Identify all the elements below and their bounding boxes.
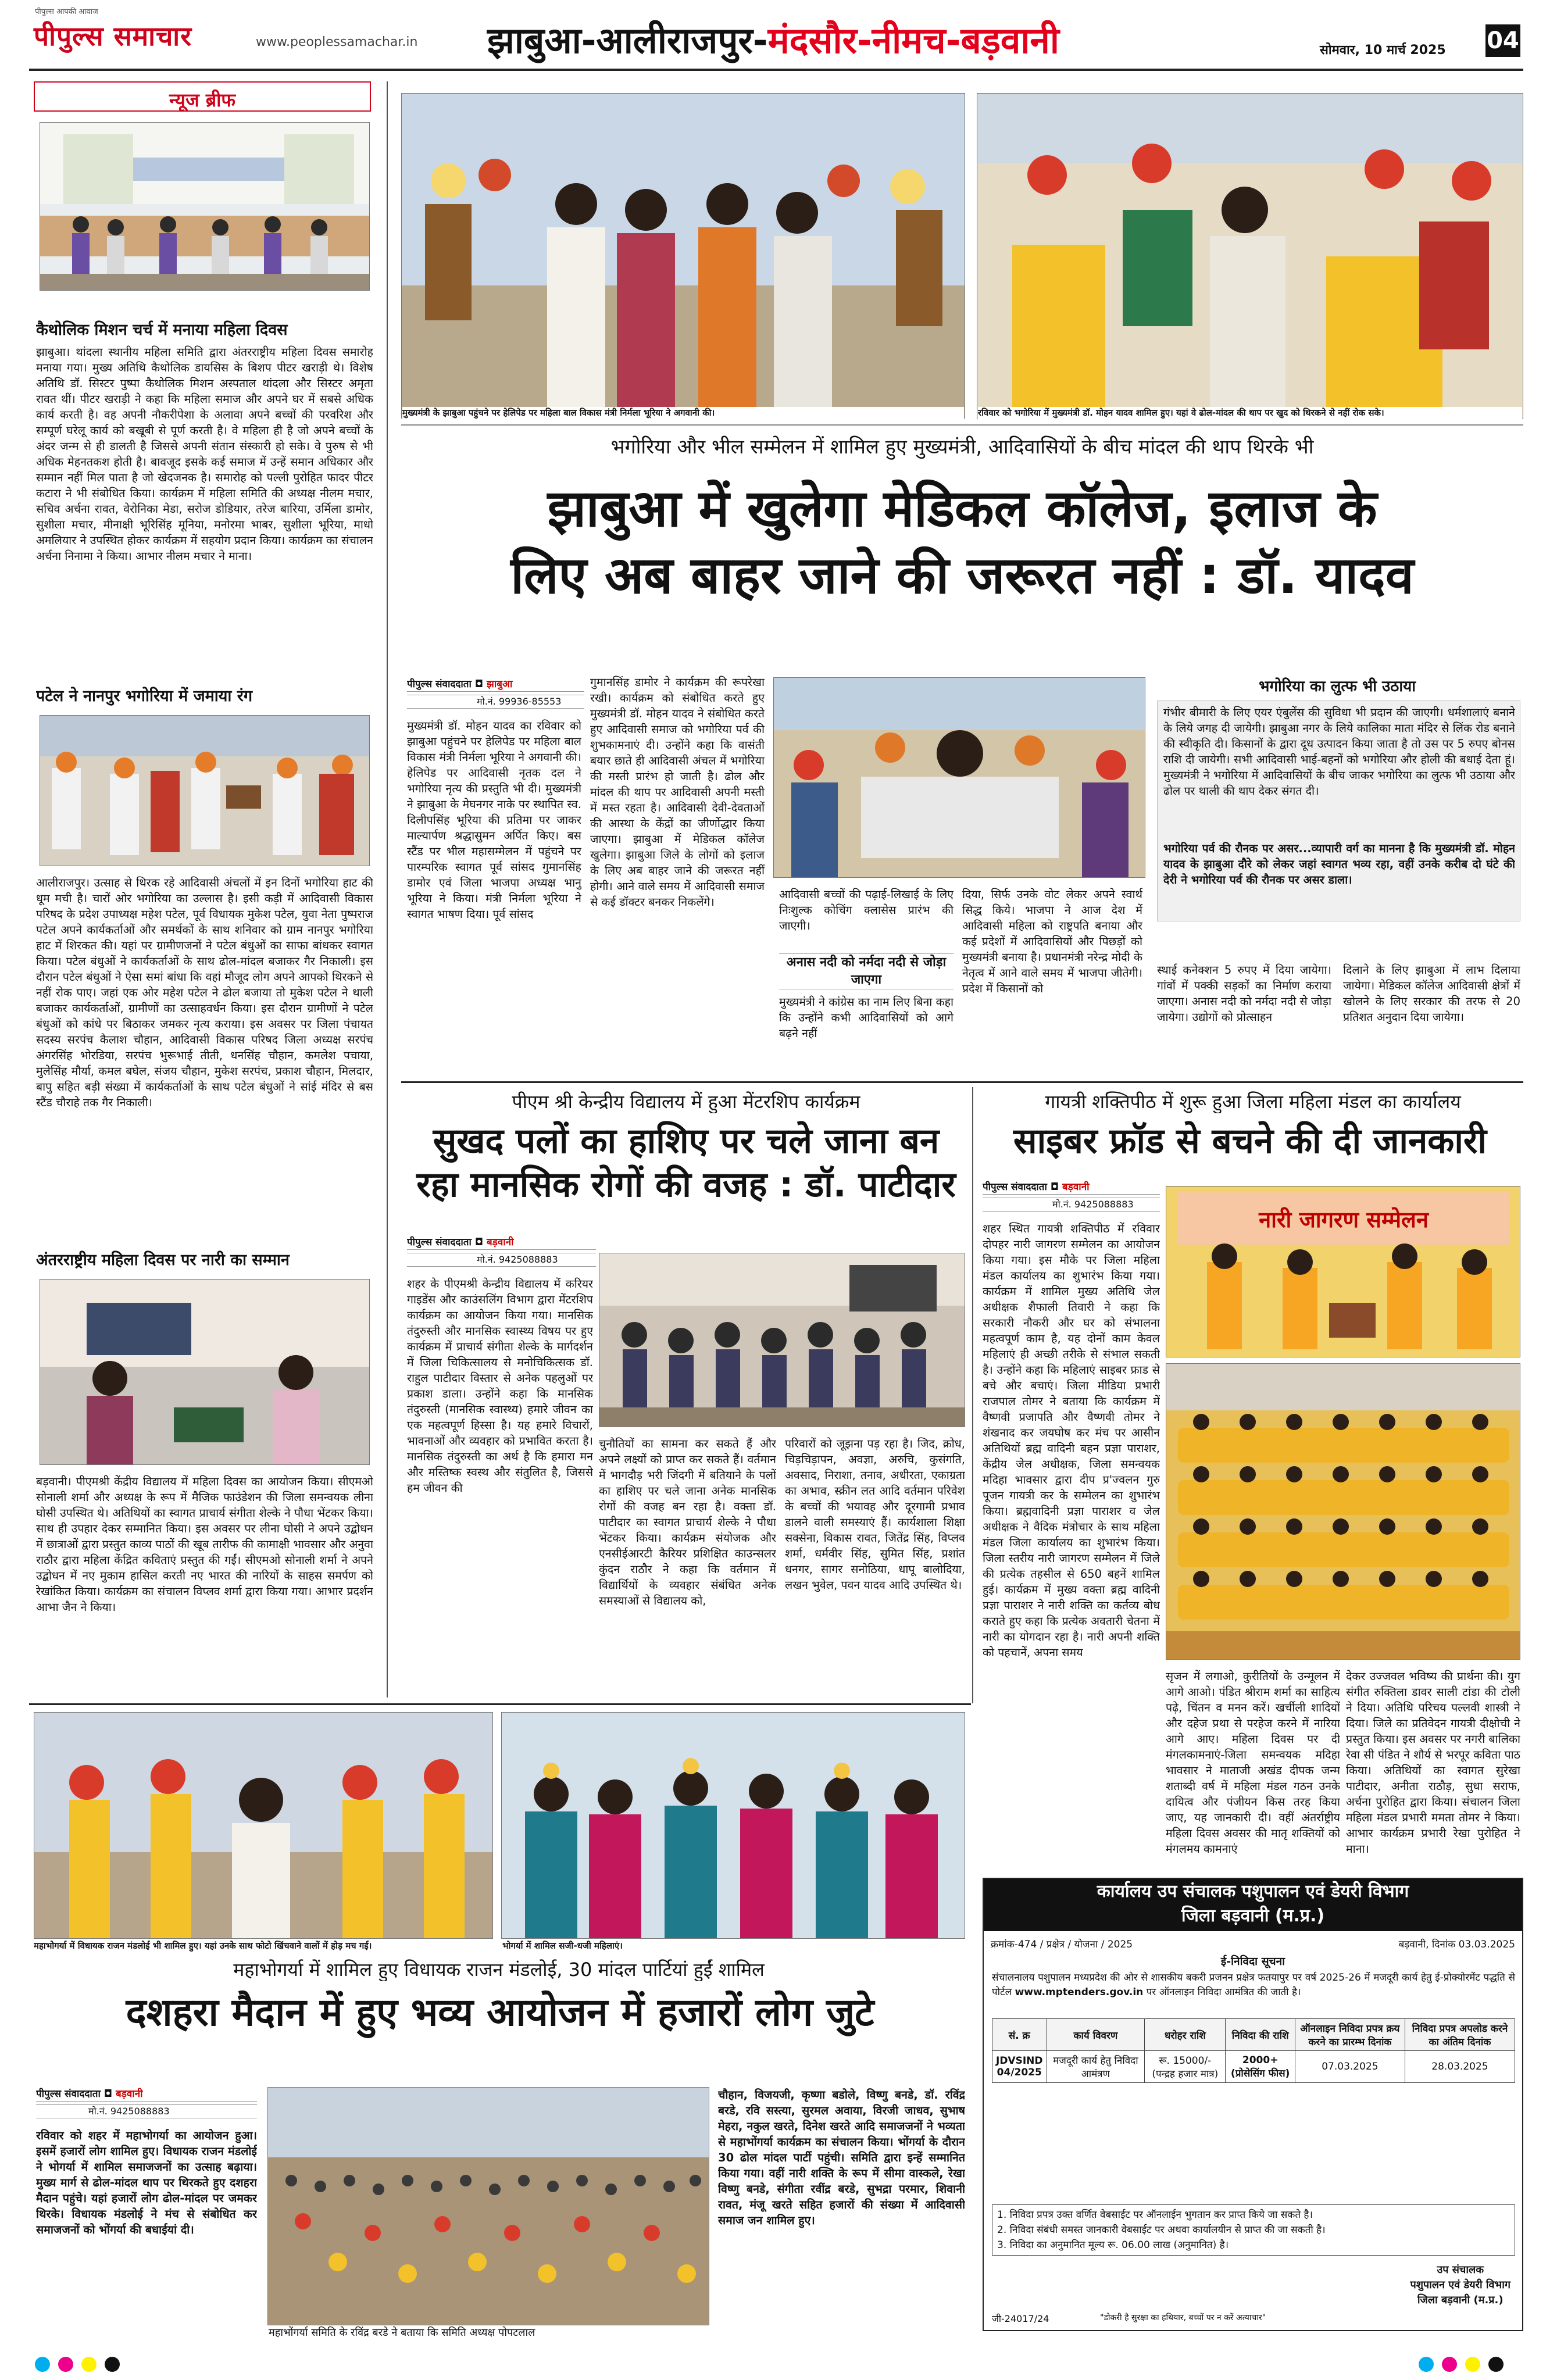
masthead-rule [29,69,1523,71]
mahabhogarya-photo-women [501,1712,965,1939]
brief-column-divider [387,81,388,1698]
lead-photo-caption-1: मुख्यमंत्री के झाबुआ पहुंचने पर हेलिपेड पर महिला बाल विकास मंत्री निर्मला भूरिया ने अगवानी की। [402,407,964,419]
tender-table [992,2018,1515,2083]
mahabhogarya-caption-1: महाभोगर्या में विधायक राजन मंडलोई भी शामिल हुए। यहां उनके साथ फोटो खिंचवाने वालों में होड़ मच गई। [34,1940,493,1952]
lead-inset-text-2: मुख्यमंत्री ने कांग्रेस का नाम लिए बिना कहा कि उन्होंने कभी आदिवासियों को आगे बढ़ने नहीं [779,995,954,1040]
lead-photo-dance [977,93,1523,419]
mahabhogarya-photo-mla [34,1712,493,1939]
lead-side-head: भगोरिया का लुत्फ भी उठाया [1259,678,1416,695]
print-color-bar-right [1419,2356,1535,2373]
lead-photo-caption-2: रविवार को भगोरिया में मुख्यमंत्री डॉ. मोहन यादव शामिल हुए। यहां वे ढोल-मांदल की थाप पर खुद को थिरकने से नहीं रोक सके। [978,407,1522,419]
news-brief-label [34,81,371,112]
mahabhogarya-kicker: महाभोगर्या में शामिल हुए विधायक राजन मंडलोई, 30 मांदल पार्टियां हुईं शामिल [233,1959,765,1981]
nanpur-crowd-image [40,716,370,866]
women-audience-image [1166,1364,1520,1660]
mentorship-byline: पीपुल्स संवाददाता ◘ बड़वानी [407,1235,596,1250]
magenta-dot [1442,2357,1457,2372]
tagline: पीपुल्स आपकी आवाज [35,8,98,16]
tender-table-wrap [992,2018,1515,2083]
cyber-mobile: मो.नं. 9425088883 [983,1198,1160,1212]
black-dot [105,2357,120,2372]
cyber-col-1: शहर स्थित गायत्री शक्तिपीठ में रविवार दोपहर नारी जागरण सम्मेलन का आयोजन किया गया। इस मौके पर जिला महिला मंडल कार्यालय का शुभारंभ किया गया। कार्यक्रम में शामिल मुख्य अतिथि जेल अधीक्षक शैफाली तिवारी ने कहा कि सरकारी नौकरी और घर को संभालना महत्वपूर्ण काम है, यह दोनों काम केवल महिलाएं ही अच्छी तरीके से संभाल सकती है। उन्होंने कहा कि महिलाएं साइबर फ्राड से बचे और बचाएं। जिला मीडिया प्रभारी राजपाल तोमर ने बताया कि कार्यक्रम में वैष्णवी प्रजापति और वैष्णवी तोमर ने शंखनाद कर जयघोष कर मंच पर आसीन अतिथियों ब्रह्म वादिनी बहन प्रज्ञा पाराशर, केंद्रीय जेल अधीक्षक, जिला समन्वयक मदिहा भावसार द्वारा दीप प्र'ज्वलन गुरु पूजन गायत्री कर के सम्मेलन का शुभारंभ किया। ब्रह्मवादिनी प्रज्ञा पाराशर व जेल अधीक्षक ने वैदिक मंत्रोचार के साथ महिला मंडल जिला कार्यालय का शुभारंभ किया। जिला स्तरीय नारी जागरण सम्मेलन में जिले की प्रत्येक तहसील से 650 बहनें शामिल हुई। कार्यक्रम में मुख्य वक्ता ब्रह्म वादिनी प्रज्ञा पाराशर ने नारी शक्ति का कर्तव्य बोध कराते हुए कहा कि प्रत्येक अवतारी चेतना में नारी का योगदान रहा है। नारी अपनी शक्ति को पहचानें, अपना समय [983,1222,1160,1659]
cyber-headline: साइबर फ्रॉड से बचने की दी जानकारी [1013,1121,1487,1162]
lead-col-6: दिलाने के लिए झाबुआ में लाभ दिलाया जायेगा। मेडिकल कॉलेज आदिवासी क्षेत्रों में खोलने के लिए सरकार की तरफ से 20 प्रतिशत अनुदान दिया जायेगा। [1343,963,1520,1024]
tender-cell: रू. 15000/- (पन्द्रह हजार मात्र) [1145,2051,1226,2083]
tender-portal-link[interactable]: www.mptenders.gov.in [1015,1986,1144,1998]
mid-column-divider [972,1087,973,1703]
cyber-col-2: सृजन में लगाओ, कुरीतियों के उन्मूलन में आगे आओ। पंडित श्रीराम शर्मा का साहित्य पढ़े, चिंतन व मनन करें। खर्चीली शादियों और दहेज प्रथा से परहेज करने में नारिया आगे आए। महिला दिवस पर दी मंगलकामनाएं-जिला समन्वयक मदिहा भावसार ने माताजी अखंड दीपक जन्म शताब्दी वर्ष में महिला मंडल गठन उनके दायित्व और पंजीयन किस तरह किया जाए, यह जानकारी दी। वहीं अंतर्राष्ट्रीय महिला दिवस अवसर की मातृ शक्तियों को मंगलमय कामनाएं [1166,1670,1340,1856]
website: www.peoplessamachar.in [256,35,418,49]
tender-notice [983,1878,1523,2331]
cyber-photo-stage [1166,1186,1520,1357]
mentorship-col-2: चुनौतियों का सामना कर सकते हैं और अपने लक्ष्यों को प्राप्त कर सकते हैं। वर्तमान में भागदौड़ भरी जिंदगी में बतियाने के पलों का हाशिए पर चले जाना अनेक मानसिक रोगों की वजह बन रहा है। वक्ता डॉ. पाटीदार का स्वागत प्राचार्य शेल्के ने पौधा भेंटकर किया। कार्यक्रम संयोजक और एनसीईआरटी कैरियर प्रशिक्षित काउन्सलर कुंदन राठौर ने कहा कि वर्तमान में विद्यार्थियों के व्यवहार संबंधित अनेक समस्याओं से विद्यालय को, [599,1437,776,1607]
cyan-dot [35,2357,50,2372]
magenta-dot [58,2357,73,2372]
tender-cell: 2000+ (प्रोसेसिंग फीस) [1226,2051,1295,2083]
tender-office-header [984,1879,1522,1931]
yellow-dot [81,2357,97,2372]
lead-side-text: गंभीर बीमारी के लिए एयर एंबुलेंस की सुविधा भी प्रदान की जाएगी। धर्मशालाएं बनाने के लिये जगह दी जायेगी। झाबुआ नगर के लिये कालिका माता मंदिर से लिंक रोड बनाने की स्वीकृति दी। किसानों के द्वारा दूध उत्पादन किया जाता है तो उस पर 5 रुपए बोनस राशि दी जायेगी। सभी आदिवासी भाई-बहनों को भगोरिया और होली की बधाई देता हूं। मुख्यमंत्री ने भगोरिया में आदिवासियों के बीच जाकर भगोरिया का लुत्फ भी उठाया और ढोल पर थाली की थाप देकर संगत दी। [1163,706,1515,798]
brief-photo-nanpur [40,715,370,866]
tender-intro: संचालनालय पशुपालन मध्यप्रदेश की ओर से शासकीय बकरी प्रजनन प्रक्षेत्र फतयापुर पर वर्ष 2025-26 में मजदूरी कार्य हेतु ई-प्रोक्योरमेंट पद्धति से पोर्टल www.mptenders.gov.in पर ऑनलाइन निविदा आमंत्रित की जाती है। [992,1972,1515,1998]
cyber-kicker: गायत्री शक्तिपीठ में शुरू हुआ जिला महिला मंडल का कार्यालय [1045,1091,1461,1113]
tender-cell: 28.03.2025 [1405,2051,1515,2083]
tender-cell: मजदूरी कार्य हेतु निविदा आमंत्रण [1047,2051,1145,2083]
cyber-byline: पीपुल्स संवाददाता ◘ बड़वानी [983,1180,1160,1195]
print-color-bar-left [35,2356,151,2373]
cyan-dot [1419,2357,1434,2372]
tender-col-header: धरोहर राशि [1145,2019,1226,2051]
mla-with-crowd-image [34,1713,493,1939]
tender-footer-slogan: "डोकरी है सुरक्षा का हथियार, बच्चों पर न करें अत्याचार" [1100,2313,1266,2322]
mahabhogarya-col-2: चौहान, विजयजी, कृष्णा बडोले, विष्णु बनडे, डॉ. रविंद्र बरडे, रवि सस्त्या, सुरमल अवाया, विरजी जाधव, सुभाष मेहरा, नकुल खरते, दिनेश खरते आदि समाजजनों ने भव्यता से महाभोंगर्या कार्यक्रम का संचालन किया। भोंगर्या के दौरान 30 ढोल मांदल पार्टी पहुंची। समिति द्वारा इन्हें सम्मानित किया गया। वहीं नारी शक्ति के रूप में सीमा वास्कले, रेखा विष्णु बनडे, संगीता रवींद्र बरडे, सुभद्रा परमार, शिवानी रावत, मंजू खरते सहित हजारों की संख्या में आदिवासी समाज जन शामिल हुए। [718,2088,965,2227]
brief-body-2: आलीराजपुर। उत्साह से थिरक रहे आदिवासी अंचलों में इन दिनों भगोरिया हाट की धूम मची है। चारों ओर भगोरिया का उल्लास है। इसी कड़ी में आदिवासी विकास परिषद के प्रदेश उपाध्यक्ष महेश पटेल, पूर्व विधायक मुकेश पटेल, युवा नेता पुष्पराज पटेल अपने कार्यकर्ताओं और समर्थकों के साथ शनिवार को ग्राम नानपुर भगोरिया हाट में शिरकत की। यहां पर ग्रामीणजनों ने पटेल बंधुओं का साफा बांधकर स्वागत किया। पटेल बंधुओं ने कार्यकर्ताओं के साथ ढोल-मांदल बजाकर गैर निकाली। इस दौरान पटेल बंधुओं ने ऐसा समां बांधा कि वहां मौजूद लोग अपने आपको थिरकने से नहीं रोक पाए। जहां एक ओर महेश पटेल ने ढोल बजाया तो मुकेश पटेल ने थाली बजाकर कार्यकर्ताओं, ग्रामीणों का उत्साहवर्धन किया। इस दौरान ग्रामीणों ने पटेल बंधुओं को कांधे पर बिठाकर जमकर नृत्य कराया। इस अवसर पर जिला पंचायत सदस्य सरपंच कैलाश चौहान, आदिवासी विकास परिषद जिला अध्यक्ष सरपंच अंगरसिंह भोरडिया, सरपंच भुरूभाई तीती, धनसिंह चौहान, कमलेश पचाया, मुलेसिंह मौर्या, कमल बघेल, संजय चौहान, मुकेश सरपंच, प्रकाश चौहान, मिलदार, बापु सहित बड़ी संख्या में कार्यकर्ताओं के साथ पटेल बंधुओं ने सांई मंदिर से बस स्टैंड चौराहे तक गैर निकाली। [36,876,373,1109]
cyber-photo-audience [1166,1363,1520,1660]
logo [34,17,192,53]
lead-bottom-rule [401,1081,1523,1083]
tender-table-header-row [992,2019,1515,2051]
nari-jagran-stage-image [1166,1187,1520,1357]
black-dot [1488,2357,1504,2372]
tender-table-row [992,2051,1515,2083]
lead-kicker: भगोरिया और भील सम्मेलन में शामिल हुए मुख्यमंत्री, आदिवासियों के बीच मांदल की थाप थिरके भी [610,435,1314,459]
mentorship-mobile: मो.नं. 9425088883 [407,1253,596,1267]
brief-photo-womensday [40,1279,370,1465]
mahabhogarya-caption-2: भोगर्या में शामिल सजी-धजी महिलाएं। [502,1940,965,1952]
lead-mobile: मो.नं. 99936-85553 [407,695,584,709]
lead-side-text-2: भगोरिया पर्व की रौनक पर असर...व्यापारी वर्ग का मानना है कि मुख्यमंत्री डॉ. मोहन यादव के झाबुआ दौरे को लेकर जहां स्वागत भव्य रहा, वहीं उनके करीब दो घंटे की देरी ने भगोरिया पर्व की रौनक पर असर डाला। [1163,842,1515,887]
mahabhogarya-byline: पीपुल्स संवाददाता ◘ बड़वानी [36,2087,257,2102]
edition-title: झाबुआ-आलीराजपुर-मंदसौर-नीमच-बड़वानी [487,19,1059,62]
cm-dance-image [977,94,1523,419]
tender-col-header: निविदा की राशि [1226,2019,1295,2051]
tender-signature: उप संचालक पशुपालन एवं डेयरी विभाग जिला बड़वानी (म.प्र.) [1410,2264,1510,2306]
masthead [0,0,1557,73]
tender-note: 2. निविदा संबंधी समस्त जानकारी वेबसाईट पर अथवा कार्यालयीन से प्राप्त की जा सकती है। [997,2224,1326,2236]
news-brief-title: न्यूज ब्रीफ [169,89,236,111]
tender-ref: क्रमांक-474 / प्रक्षेत्र / योजना / 2025 [991,1939,1133,1950]
mentorship-headline-2: रहा मानसिक रोगों की वजह : डॉ. पाटीदार [416,1164,956,1205]
cyber-col-3: देकर उज्जवल भविष्य की प्रार्थना की। युग संगीत रुक्तिला डावर साली टांडा की टोली ने दिया। अतिथि परिचय पल्लवी शास्त्री ने दिया। जिले का प्रतिवेदन गायत्री दीक्षोची ने प्रस्तुत किया। इस अवसर पर नगरी बालिका रेवा सी पंडित ने शौर्य से भरपूर कविता पाठ किया। अतिथियों का स्वागत सुरेखा पाटीदार, अनीता राठौड़, सुधा सराफ, अर्चना पुरोहित द्वारा किया। संचालन जिला महिला मंडल प्रभारी ममता तोमर ने किया। आभार कार्यक्रम प्रभारी रेखा पुरोहित ने माना। [1346,1670,1520,1856]
tender-col-header: कार्य विवरण [1047,2019,1145,2051]
page-number: 04 [1485,24,1520,57]
tender-place-date: बड़वानी, दिनांक 03.03.2025 [1398,1939,1515,1950]
mentorship-col-3: परिवारों को जूझना पड़ रहा है। जिद, क्रोध, चिड़चिड़ापन, अवज्ञा, अरुचि, कुसंगति, अवसाद, निराशा, तनाव, अधीरता, एकाग्रता का अभाव, स्क्रीन लत आदि वर्तमान परिवेश के बच्चों की भयावह और दूरगामी प्रभाव डालने वाली समस्याएं हैं। कार्यशाला शिक्षा सक्सेना, विकास रावत, जितेंद्र सिंह, विप्लव शर्मा, धर्मवीर सिंह, सुमित सिंह, प्रशांत धनगर, सागर सनोठिया, धापू बालोदिया, लखन भुवेल, पवन यादव आदि उपस्थित थे। [785,1437,965,1592]
mentorship-kicker: पीएम श्री केन्द्रीय विद्यालय में हुआ मेंटरशिप कार्यक्रम [512,1091,860,1113]
brief-photo-church [40,122,370,291]
tender-notes [992,2204,1515,2256]
lead-col-4: दिया, सिर्फ उनके वोट लेकर अपने स्वार्थ सिद्ध किये। भाजपा ने आज देश में आदिवासी महिला को राष्ट्रपति बनाया और कई प्रदेशों में आदिवासियों और पिछड़ों को मुख्यमंत्री बनाया है। प्रधानमंत्री नरेन्द्र मोदी के नेतृत्व में आने वाले समय में भाजपा जीतेगी। प्रदेश में किसानों को [962,888,1142,995]
lead-col-1: मुख्यमंत्री डॉ. मोहन यादव का रविवार को झाबुआ पहुंचने पर हेलिपेड पर महिला बाल विकास मंत्री निर्मला भूरिया ने अगवानी की। हेलिपेड पर आदिवासी नृतक दल ने भगोरिया नृत्य की प्रस्तुति भी दी। मुख्यमंत्री ने झाबुआ के मेघनगर नाके पर स्थापित स्व. दिलीपसिंह भूरिया की प्रतिमा पर जाकर माल्यार्पण श्रद्धासुमन अर्पित किए। बस स्टैंड पर भील महासम्मेलन में पहुंचने पर पारम्परिक स्वागत पूर्व सांसद गुमानसिंह डामोर एवं जिला भाजपा अध्यक्ष भानु भूरिया ने किया। मंत्री निर्मला भूरिया ने स्वागत भाषण दिया। पूर्व सांसद [407,719,581,921]
lead-photo-helipad [401,93,965,419]
tender-col-header: निविदा प्रपत्र अपलोड करने का अंतिम दिनांक [1405,2019,1515,2051]
students-seminar-image [599,1253,965,1427]
tender-note: 1. निविदा प्रपत्र उक्त वर्णित वेबसाईट पर ऑनलाईन भुगतान कर प्राप्त किये जा सकते है। [997,2209,1313,2221]
tender-col-header: सं. क्र [992,2019,1047,2051]
tender-cell: 07.03.2025 [1295,2051,1405,2083]
lead-inset-head: अनास नदी को नर्मदा नदी से जोड़ा जाएगा [779,953,954,989]
mentorship-photo [599,1253,965,1427]
cm-vehicle-rally-image [774,678,1145,878]
mahabhogarya-caption-3: महाभोंगर्या समिति के रविंद्र बरडे ने बताया कि समिति अध्यक्ष पोपटलाल [269,2325,708,2340]
lead-headline-line2: लिए अब बाहर जाने की जरूरत नहीं : डॉ. यादव [510,545,1414,605]
mahabhogarya-headline: दशहरा मैदान में हुए भव्य आयोजन में हजारों लोग जुटे [126,1990,874,2035]
mahabhogarya-top-rule [29,1703,971,1705]
helipad-welcome-image [402,94,965,419]
church-scene-image [40,123,370,291]
brief-body-1: झाबुआ। थांदला स्थानीय महिला समिति द्वारा अंतरराष्ट्रीय महिला दिवस समारोह मनाया गया। मुख्य अतिथि कैथोलिक डायसिस के बिशप पीटर खराड़ी थे। विशेष अतिथि डॉ. सिस्टर पुष्पा कैथोलिक मिशन अस्पताल थांदला और सिस्टर अमृता रावत थीं। पीटर खराड़ी ने कहा कि महिला समाज और अपने घर में सबसे अधिक कार्य करती है। वह अपनी नौकरीपेशा के अलावा अपने बच्चों की परवरिश और सम्पूर्ण घरेलू कार्य को बखूबी से पूर्ण करती है। वे महिला ही है जो अपने बच्चों के अंदर जन्म से ही डालती है जिससे अपनी संतान संस्कारी हो सके। वे पुरुष से भी अधिक मेहनतकश होती है। बावजूद इसके कई समाज में उन्हें समान अधिकार और सम्मान नहीं मिल पाता है जो खेदजनक है। समारोह को पल्ली पुरोहित फादर पीटर कटारा ने भी संबोधित किया। कार्यक्रम में महिला समिति की अध्यक्ष नीलम मचार, सचिव अर्चना रावत, वेरोनिका मेडा, सरोज डोडियार, तरेज बारिया, उर्मिला डामोर, सुशीला मचार, मीनाक्षी भूरिसिंह मूनिया, मनोरमा भाबर, सुशीला भूरिया, माधो अमलियार ने उपस्थित होकर कार्यक्रम में सहयोग प्रदान किया। कार्यक्रम का संचालन अर्चना निनामा ने किया। आभार नीलम मचार ने माना। [36,345,373,563]
lead-side-box [1157,701,1520,921]
yellow-dot [1465,2357,1480,2372]
tender-footer-code: जी-24017/24 [992,2313,1049,2324]
tender-title: ई-निविदा सूचना [1220,1955,1285,1968]
womens-day-image [40,1280,370,1465]
mentorship-col-1: शहर के पीएमश्री केन्द्रीय विद्यालय में करियर गाइडेंस और काउंसलिंग विभाग द्वारा मेंटरशिप कार्यक्रम का आयोजन किया गया। मानसिक तंदुरुस्ती और मानसिक स्वास्थ्य विषय पर हुए कार्यक्रम में प्राचार्य संगीता शेल्के के मार्गदर्शन में जिला चिकित्सालय से मनोचिकित्सक डॉ. राहुल पाटीदार विस्तार से अनेक पहलुओं पर प्रकाश डाला। उन्होंने कहा कि मानसिक तंदुरुस्ती (मानसिक स्वास्थ्य) हमारे जीवन का एक महत्वपूर्ण हिस्सा है। यह हमारे विचारों, भावनाओं और व्यवहार को प्रभावित करता है। मानसिक तंदुरुस्ती का अर्थ है कि हमारा मन और मस्तिष्क स्वस्थ और संतुलित है, जिससे हम जीवन की [407,1277,593,1495]
date: सोमवार, 10 मार्च 2025 [1320,43,1446,58]
brief-body-3: बड़वानी। पीएमश्री केंद्रीय विद्यालय में महिला दिवस का आयोजन किया। सीएमओ सोनाली शर्मा और अध्यक्ष के रूप में मैजिक फाउंडेशन की जिला समन्वयक लीना घोसी उपस्थित थे। अतिथियों का स्वागत प्राचार्य संगीता शेल्के ने पौधा भेंटकर किया। साथ ही उपहार देकर सम्मानित किया। इस अवसर पर लीना घोसी ने अपने उद्बोधन में छात्राओं द्वारा प्रस्तुत काव्य पाठों की खूब तारीफ की कामाक्षी भावसार और अनुवा राठौर द्वारा महिला केंद्रित कविताएं प्रस्तुत की गईं। सीएमओ सोनाली शर्मा ने अपने उद्बोधन में नए मुकाम हासिल करती नए भारत की नारियों के साहस समर्पण को रेखांकित किया। कार्यक्रम का संचालन विप्लव शर्मा द्वारा किया गया। आभार प्रदर्शन आभा जैन ने किया। [36,1475,373,1614]
tender-note: 3. निविदा का अनुमानित मूल्य रू. 06.00 लाख (अनुमानित) है। [997,2239,1229,2251]
dussehra-ground-crowd-image [268,2088,709,2325]
tender-office-line-1: कार्यालय उप संचालक पशुपालन एवं डेयरी विभाग [1097,1881,1409,1902]
lead-col-5: स्थाई कनेक्शन 5 रुपए में दिया जायेगा। गांवों में पक्की सड़कों का निर्माण कराया जाएगा। अनास नदी को नर्मदा नदी से जोड़ा जायेगा। उद्योगों को प्रोत्साहन [1157,963,1331,1024]
lead-headline-line1: झाबुआ में खुलेगा मेडिकल कॉलेज, इलाज के [547,478,1377,538]
brief-headline-2: पटेल ने नानपुर भगोरिया में जमाया रंग [36,687,253,705]
tender-cell: JDVSIND 04/2025 [992,2051,1047,2083]
mahabhogarya-mobile: मो.नं. 9425088883 [36,2104,257,2118]
lead-inset-photo [773,677,1145,878]
mentorship-headline-1: सुखद पलों का हाशिए पर चले जाना बन [433,1121,940,1162]
women-group-image [502,1713,965,1939]
lead-byline: पीपुल्स संवाददाता ◘ झाबुआ [407,677,584,692]
brief-headline-3: अंतरराष्ट्रीय महिला दिवस पर नारी का सम्मान [36,1251,290,1269]
lead-col-2: गुमानसिंह डामोर ने कार्यक्रम की रूपरेखा रखी। कार्यक्रम को संबोधित करते हुए मुख्यमंत्री डॉ. मोहन यादव ने संबोधित करते हुए आदिवासी समाज को भगोरिया पर्व की शुभकामनाएं दी। उन्होंने कहा कि वासंती बयार छाते ही आदिवासी अंचल में भगोरिया की मस्ती प्रारंभ हो जाती है। ढोल और मांदल की थाप पर आदिवासी अपनी मस्ती में मस्त रहता है। आदिवासी देवी-देवताओं की आस्था के केंद्रों का जीर्णोद्धार किया जाएगा। झाबुआ में मेडिकल कॉलेज खुलेगा। झाबुआ जिले के लोगों को इलाज के लिए अब बाहर जाने की जरूरत नहीं होगी। आने वाले समय में आदिवासी समाज से कई डॉक्टर बनकर निकलेंगे। [590,676,765,909]
lead-inset-text: आदिवासी बच्चों की पढ़ाई-लिखाई के लिए निःशुल्क कोचिंग क्लासेस प्रारंभ की जाएगी। [779,888,954,932]
brief-headline-1: कैथोलिक मिशन चर्च में मनाया महिला दिवस [36,321,288,339]
tender-office-line-2: जिला बड़वानी (म.प्र.) [1181,1906,1325,1926]
mahabhogarya-photo-crowd [267,2087,709,2325]
logo-text: पीपुल्स समाचार [34,20,192,52]
lead-kicker-rule-top [401,424,1523,426]
stage-banner-text: नारी जागरण सम्मेलन [1259,1207,1429,1232]
tender-col-header: ऑनलाइन निविदा प्रपत्र क्रय करने का प्रारम्भ दिनांक [1295,2019,1405,2051]
mahabhogarya-col-1: रविवार को शहर में महाभोगर्या का आयोजन हुआ। इसमें हजारों लोग शामिल हुए। विधायक राजन मंडलोई ने भोगर्या में शामिल समाजजनों का उत्साह बढ़ाया। मुख्य मार्ग से ढोल-मांदल थाप पर थिरकते हुए दशहरा मैदान पहुंचे। यहां हजारों लोग ढोल-मांदल पर जमकर थिरके। विधायक मंडलोई ने मंच से संबोधित कर समाजजनों को भोंगर्या की बधाईयां दी। [36,2129,257,2236]
